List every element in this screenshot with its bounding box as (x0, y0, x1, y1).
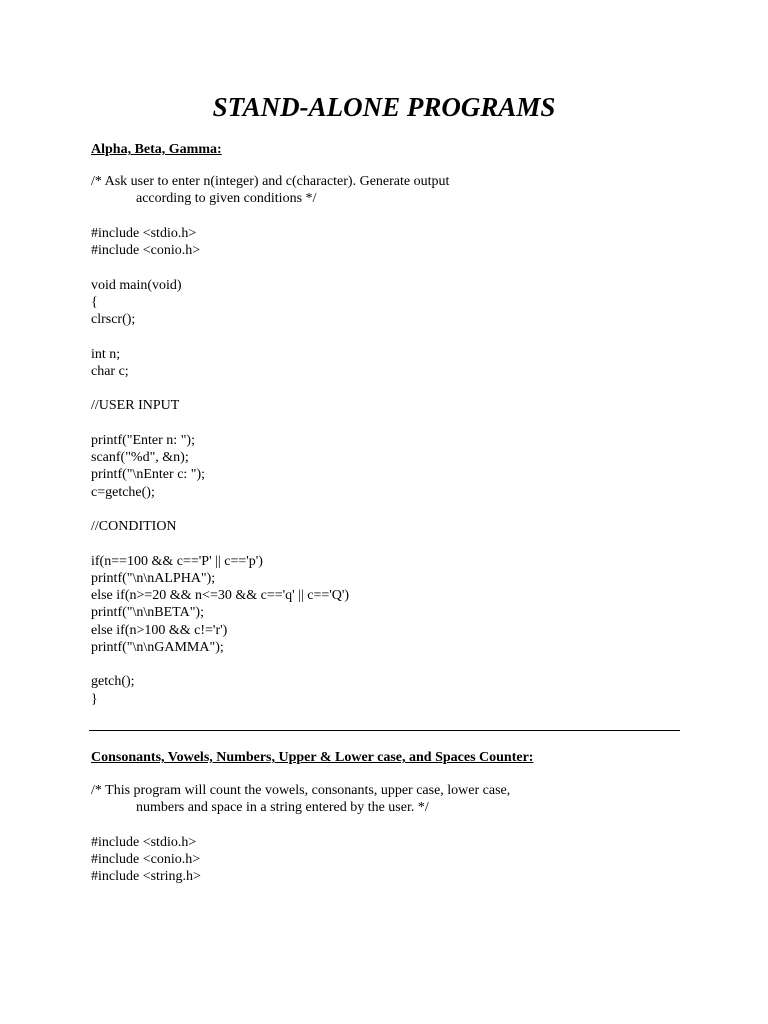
code-line (91, 415, 449, 432)
code-block-character-counter (91, 782, 510, 886)
code-line: according to given conditions */ (136, 191, 317, 207)
code-line: c=getche(); (91, 484, 155, 500)
code-line: #include <string.h> (91, 869, 201, 885)
code-line: } (91, 691, 98, 707)
code-line: /* Ask user to enter n(integer) and c(character). Generate output (91, 174, 450, 189)
page-title: STAND-ALONE PROGRAMS (212, 92, 556, 122)
code-line (91, 328, 449, 345)
code-line: printf("\nEnter c: "); (91, 467, 206, 483)
section-heading-alpha-beta-gamma: Alpha, Beta, Gamma: (91, 142, 222, 157)
code-line (91, 817, 510, 834)
code-line: #include <conio.h> (91, 243, 201, 258)
code-line (91, 501, 449, 518)
code-line: int n; (91, 346, 121, 362)
section-heading-character-counter: Consonants, Vowels, Numbers, Upper & Lower case, and Spaces Counter: (91, 750, 534, 765)
code-line: { (91, 294, 98, 310)
code-line: //CONDITION (91, 519, 177, 534)
code-line (91, 259, 449, 276)
code-line: printf("\n\nALPHA"); (91, 570, 216, 586)
code-line: /* This program will count the vowels, consonants, upper case, lower case, (91, 783, 511, 798)
code-line: printf("\n\nGAMMA"); (91, 639, 224, 655)
code-line: clrscr(); (91, 312, 136, 327)
section-divider (89, 730, 680, 731)
code-line: else if(n>100 && c!='r') (91, 622, 228, 638)
code-line: printf("\n\nBETA"); (91, 605, 204, 621)
code-line: scanf("%d", &n); (91, 450, 189, 465)
code-line: else if(n>=20 && n<=30 && c=='q' || c=='Q') (91, 588, 350, 603)
code-block-alpha-beta-gamma (91, 173, 449, 708)
code-line: //USER INPUT (91, 398, 180, 414)
code-line: #include <stdio.h> (91, 225, 197, 241)
code-line (91, 535, 449, 552)
code-line: numbers and space in a string entered by the user. */ (136, 800, 429, 816)
code-line: if(n==100 && c=='P' || c=='p') (91, 553, 263, 569)
code-line: char c; (91, 363, 129, 379)
code-line: printf("Enter n: "); (91, 432, 195, 448)
code-line (91, 656, 449, 673)
code-line (91, 208, 449, 225)
code-line: void main(void) (91, 277, 182, 293)
code-line: #include <conio.h> (91, 852, 201, 867)
code-line: #include <stdio.h> (91, 834, 197, 850)
code-line: getch(); (91, 674, 135, 690)
code-line (91, 380, 449, 397)
